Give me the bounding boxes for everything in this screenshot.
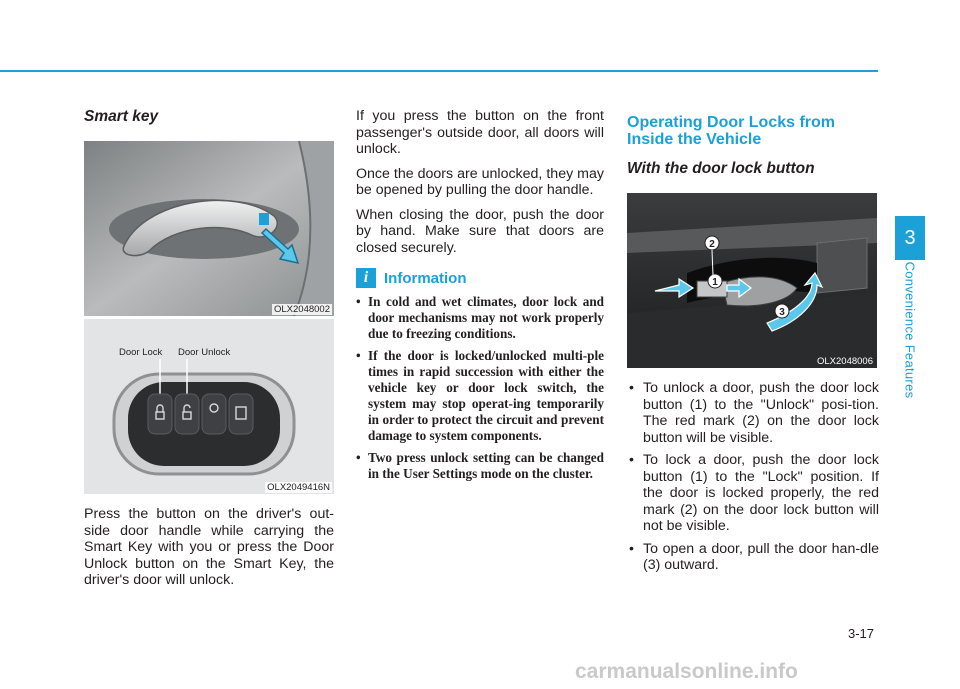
page-number: 3-17 — [848, 626, 875, 641]
figure3-code: OLX2048006 — [817, 356, 873, 367]
watermark: carmanualsonline.info — [575, 660, 798, 683]
information-header — [356, 268, 604, 288]
information-item: • Two press unlock setting can be changed in the User Settings mode on the cluster. — [356, 450, 604, 482]
svg-text:1: 1 — [712, 277, 718, 288]
door-lock-button-subheading: With the door lock button — [627, 160, 815, 177]
chapter-title: Convenience Features — [902, 261, 918, 399]
inside-vehicle-item: • To lock a door, push the door lock button (1) to the "Lock" position. If the door is locked properly, the red mark (2) on the door lock button will not be visible. — [627, 452, 879, 535]
figure2-code: OLX2049416N — [267, 482, 330, 493]
inside-vehicle-list — [627, 380, 879, 574]
svg-text:3: 3 — [779, 307, 785, 318]
information-item: • If the door is locked/unlocked multi-ple times in rapid succession with either the vehicle key or door lock switch, the system may stop operat-ing temporarily in order to protect the circuit and prevent damage to system components. — [356, 348, 604, 444]
column-smart-key — [84, 108, 334, 597]
column-inside-vehicle — [627, 108, 879, 580]
inner-door-illustration — [627, 193, 877, 368]
svg-text:2: 2 — [709, 239, 715, 250]
information-item: • In cold and wet climates, door lock and door mechanisms may not work properly due to freezing conditions. — [356, 294, 604, 342]
chapter-tab: 3 — [895, 216, 925, 260]
column-middle — [356, 108, 604, 488]
information-title: Information — [384, 269, 467, 287]
door-lock-label: Door Lock — [119, 347, 163, 358]
smart-key-illustration — [84, 319, 334, 494]
information-list — [356, 294, 604, 482]
smart-key-paragraph-2: If you press the button on the front passenger's outside door, all doors will unlock. — [356, 108, 604, 157]
door-handle-figure — [84, 141, 334, 316]
smart-key-paragraph-4: When closing the door, push the door by hand. Make sure that doors are closed securely. — [356, 206, 604, 256]
top-rule — [0, 70, 878, 72]
door-unlock-label: Door Unlock — [178, 347, 231, 358]
door-lock-button-figure — [627, 193, 877, 368]
door-handle-illustration — [84, 141, 334, 316]
smart-key-paragraph-3: Once the doors are unlocked, they may be opened by pulling the door handle. — [356, 165, 604, 198]
inside-vehicle-item: • To unlock a door, push the door lock button (1) to the "Unlock" posi-tion. The red mark (2) on the door lock button will be visible. — [627, 380, 879, 446]
inside-vehicle-item: • To open a door, pull the door han-dle (3) outward. — [627, 541, 879, 574]
smart-key-paragraph-1: Press the button on the driver's out-side door handle while carrying the Smart Key with you or press the Door Unlock button on the Smart Key, the driver's door will unlock. — [84, 506, 334, 588]
information-icon: i — [356, 268, 376, 288]
smart-key-heading: Smart key — [84, 108, 159, 125]
figure1-code: OLX2048002 — [274, 304, 330, 315]
smart-key-figure — [84, 319, 334, 494]
inside-vehicle-heading: Operating Door Locks from Inside the Vehicle — [627, 114, 836, 148]
